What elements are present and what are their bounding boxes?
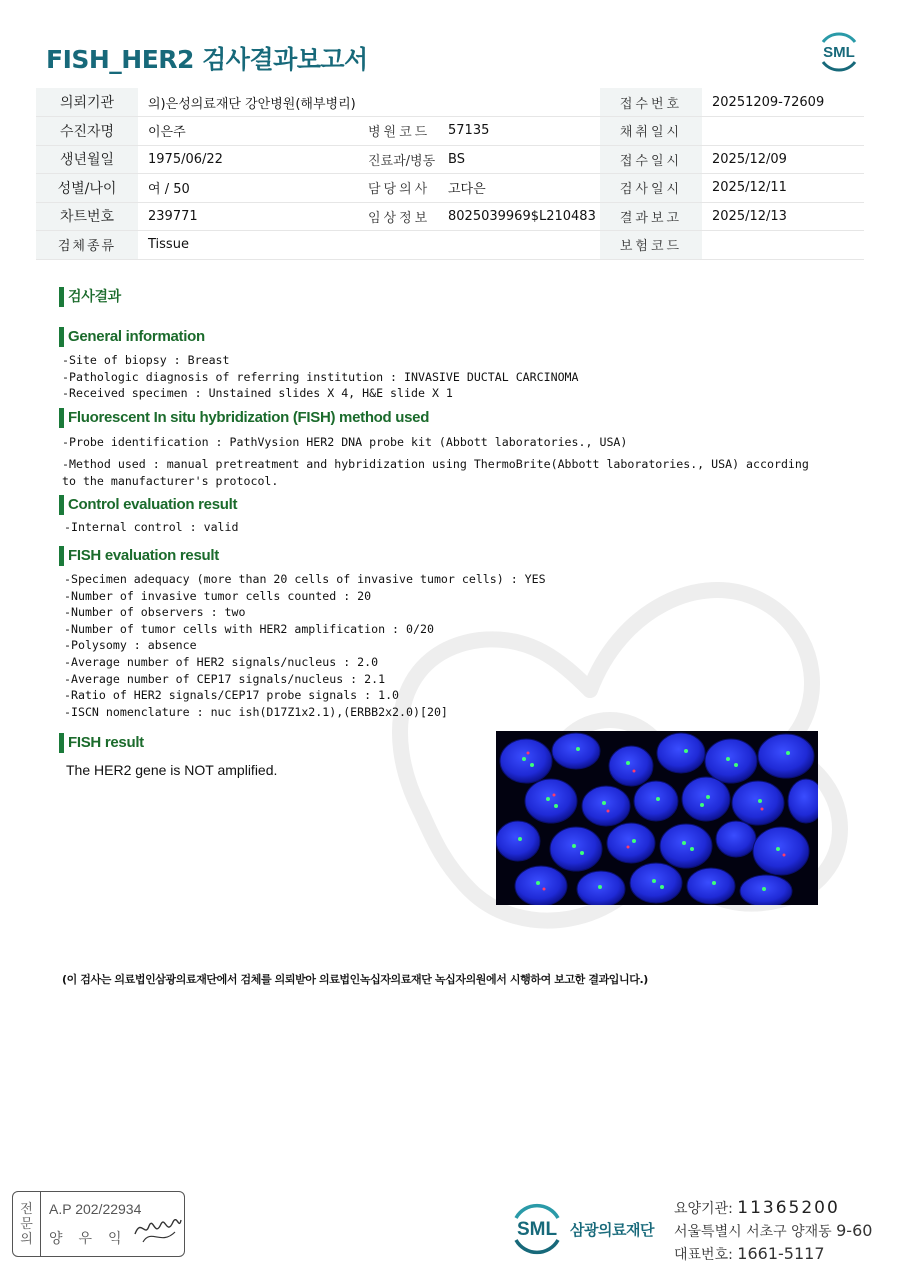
pathologist-stamp [12,1191,185,1257]
fish-eval-line: -Polysomy : absence [64,638,197,653]
general-line: -Pathologic diagnosis of referring institution : INVASIVE DUCTAL CARCINOMA [62,369,579,384]
results-heading: 검사결과 [59,287,121,307]
fish-eval-line: -Number of tumor cells with HER2 amplification : 0/20 [64,621,434,636]
label-sex-age: 성별/나이 [36,174,138,203]
method-line: to the manufacturer's protocol. [62,474,279,488]
value-receipt-date: 2025/12/09 [702,145,864,174]
value-requester: 의)은성의료재단 강안병원(해부병리) [138,88,600,117]
fish-eval-line: -Average number of HER2 signals/nucleus : 2.0 [64,654,379,669]
label-collection-date: 채취일시 [600,117,702,146]
footer-line-2 [674,1221,872,1241]
method-line: -Probe identification : PathVysion HER2 DNA probe kit (Abbott laboratories., USA) [62,435,628,449]
general-line: -Site of biopsy : Breast [62,353,230,367]
general-info-heading: General information [59,327,205,347]
logo-text: SML [823,44,855,61]
info-row [36,174,864,203]
value-test-date: 2025/12/11 [702,174,864,203]
value-collection-date [702,117,864,146]
value-hospital-code: 57135 [438,117,600,146]
fish-eval-heading: FISH evaluation result [59,546,219,566]
general-info-lines [62,352,579,402]
fish-eval-lines [64,571,546,720]
footer-line-3 [674,1244,825,1264]
label-receipt-no: 접수번호 [600,88,702,117]
value-chart-no: 239771 [138,202,358,231]
value-patient-name: 이은주 [138,117,358,146]
footer-line-1 [674,1198,840,1218]
footer-value: 1661-5117 [737,1244,825,1263]
label-chart-no: 차트번호 [36,202,138,231]
label-department: 진료과/병동 [358,145,438,174]
footer-label: 서울특별시 서초구 양재동 [674,1224,832,1240]
fish-eval-line: -Number of observers : two [64,605,246,620]
value-clinical-info: 8025039969$L210483 [438,202,600,231]
fish-result-text: The HER2 gene is NOT amplified. [66,762,278,778]
label-hospital-code: 병원코드 [358,117,438,146]
label-test-date: 검사일시 [600,174,702,203]
fish-microscopy-image [496,731,818,905]
value-specimen-type: Tissue [138,231,600,260]
stamp-ap-number: A.P 202/22934 [49,1201,142,1217]
value-report-date: 2025/12/13 [702,202,864,231]
label-requester: 의뢰기관 [36,88,138,117]
control-heading: Control evaluation result [59,495,237,515]
label-doctor: 담당의사 [358,174,438,203]
label-specimen-type: 검체종류 [36,231,138,260]
stamp-side-char: 문 [20,1216,33,1232]
sml-logo-icon [815,28,863,76]
sml-footer-logo-icon [508,1200,566,1256]
label-report-date: 결과보고 [600,202,702,231]
info-row [36,117,864,146]
info-row [36,88,864,117]
label-patient-name: 수진자명 [36,117,138,146]
fish-eval-line: -Ratio of HER2 signals/CEP17 probe signals : 1.0 [64,688,400,703]
method-line: -Method used : manual pretreatment and hybridization using ThermoBrite(Abbott laboratories., USA) according [62,457,809,471]
stamp-side-char: 전 [20,1201,33,1217]
label-birth-date: 생년월일 [36,145,138,174]
label-clinical-info: 임상정보 [358,202,438,231]
label-receipt-date: 접수일시 [600,145,702,174]
value-sex-age: 여 / 50 [138,174,358,203]
fish-result-heading: FISH result [59,733,144,753]
footnote: (이 검사는 의료법인삼광의료재단에서 검체를 의뢰받아 의료법인녹십자의료재단 녹십자의원에서 시행하여 보고한 결과입니다.) [62,973,648,986]
stamp-pathologist-name: 양우익 [49,1231,138,1247]
info-row [36,202,864,231]
report-title: FISH_HER2 검사결과보고서 [46,45,368,74]
footer-logo-text: SML [516,1219,558,1240]
info-row [36,231,864,260]
footer-value: 9-60 [836,1221,873,1240]
stamp-side-label [13,1192,41,1256]
label-insurance-code: 보험코드 [600,231,702,260]
footer-label: 대표번호: [674,1247,733,1263]
patient-info-table [36,88,864,260]
signature [131,1208,183,1248]
footer-org-name: 삼광의료재단 [570,1221,654,1239]
footer-value: 11365200 [737,1198,840,1218]
footer-label: 요양기관: [674,1201,733,1217]
control-line: -Internal control : valid [64,520,239,534]
value-doctor: 고다은 [438,174,600,203]
info-row [36,145,864,174]
value-receipt-no: 20251209-72609 [702,88,864,117]
stamp-side-char: 의 [20,1231,33,1247]
value-birth-date: 1975/06/22 [138,145,358,174]
fish-eval-line: -Average number of CEP17 signals/nucleus : 2.1 [64,671,386,686]
fish-eval-line: -ISCN nomenclature : nuc ish(D17Z1x2.1),(ERBB2x2.0)[20] [64,704,448,719]
value-insurance-code [702,231,864,260]
method-heading: Fluorescent In situ hybridization (FISH) method used [59,408,429,428]
fish-eval-line: -Number of invasive tumor cells counted : 20 [64,588,372,603]
general-line: -Received specimen : Unstained slides X 4, H&E slide X 1 [62,386,453,401]
fish-eval-line: -Specimen adequacy (more than 20 cells of invasive tumor cells) : YES [64,572,546,586]
value-department: BS [438,145,600,174]
